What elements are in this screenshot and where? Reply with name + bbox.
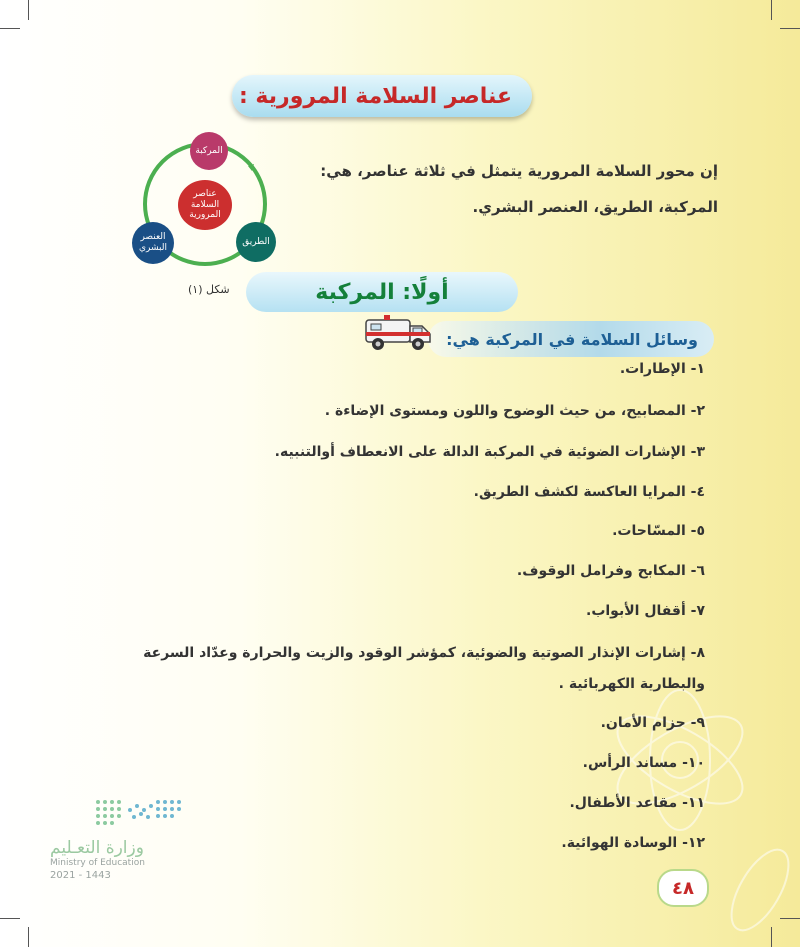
list-item: ١٢- الوسادة الهوائية. bbox=[561, 835, 705, 851]
ministry-name-en: Ministry of Education bbox=[50, 858, 145, 868]
list-item: ٢- المصابيح، من حيث الوضوح واللون ومستوى الإضاءة . bbox=[324, 403, 705, 419]
intro-line: المركبة، الطريق، العنصر البشري. bbox=[472, 198, 718, 216]
subsection-heading bbox=[428, 321, 714, 357]
page-number bbox=[657, 869, 709, 907]
diagram-node-vehicle-label: المركبة bbox=[195, 145, 223, 156]
list-item: ٨- إشارات الإنذار الصوتية والضوئية، كمؤشر الوقود والزيت والحرارة وعدّاد السرعة والبطارية الكهربائية . bbox=[143, 645, 705, 692]
edition-year: 2021 - 1443 bbox=[50, 870, 111, 881]
list-item: ٤- المرايا العاكسة لكشف الطريق. bbox=[473, 484, 705, 500]
ministry-name-ar: وزارة التعـليم bbox=[50, 838, 144, 858]
figure-caption: شكل (١) bbox=[188, 283, 230, 296]
diagram-center bbox=[178, 180, 232, 230]
diagram-node-road-label: الطريق bbox=[242, 236, 270, 247]
list-item: ١٠- مساند الرأس. bbox=[582, 755, 705, 771]
page-number-text: ٤٨ bbox=[672, 877, 694, 899]
diagram-node-vehicle bbox=[190, 132, 228, 170]
intro-paragraph bbox=[318, 153, 718, 225]
crop-mark bbox=[0, 28, 20, 29]
ministry-logo bbox=[40, 798, 200, 888]
heading-text: عناصر السلامة المرورية : bbox=[238, 83, 512, 109]
list-item: ٦- المكابح وفرامل الوقوف. bbox=[516, 563, 705, 579]
safety-elements-diagram bbox=[120, 128, 290, 278]
ambulance-icon bbox=[362, 312, 434, 354]
subsection-title: وسائل السلامة في المركبة هي: bbox=[446, 329, 698, 349]
list-item: ٧- أقفال الأبواب. bbox=[586, 603, 705, 619]
crop-mark bbox=[0, 918, 20, 919]
intro-line: إن محور السلامة المرورية يتمثل في ثلاثة عناصر، هي: bbox=[320, 162, 718, 180]
diagram-node-road bbox=[236, 222, 276, 262]
list-item: ٥- المسّاحات. bbox=[612, 523, 705, 539]
diagram-node-human-label: العنصر البشري bbox=[139, 232, 167, 253]
list-item: ١١- مقاعد الأطفال. bbox=[569, 795, 705, 811]
crop-mark bbox=[771, 0, 772, 20]
list-item: ٩- حزام الأمان. bbox=[600, 715, 705, 731]
section-heading bbox=[246, 272, 518, 312]
ministry-logo-mark bbox=[94, 798, 184, 828]
section-title: أولًا: المركبة bbox=[315, 279, 449, 305]
crop-mark bbox=[28, 927, 29, 947]
diagram-center-label: عناصر السلامة المرورية bbox=[189, 188, 221, 221]
diagram-node-human bbox=[132, 222, 174, 264]
crop-mark bbox=[780, 28, 800, 29]
list-item: ١- الإطارات. bbox=[619, 361, 705, 377]
crop-mark bbox=[28, 0, 29, 20]
page-heading bbox=[232, 75, 532, 117]
list-item: ٣- الإشارات الضوئية في المركبة الدالة على الانعطاف أوالتنبيه. bbox=[274, 444, 705, 460]
